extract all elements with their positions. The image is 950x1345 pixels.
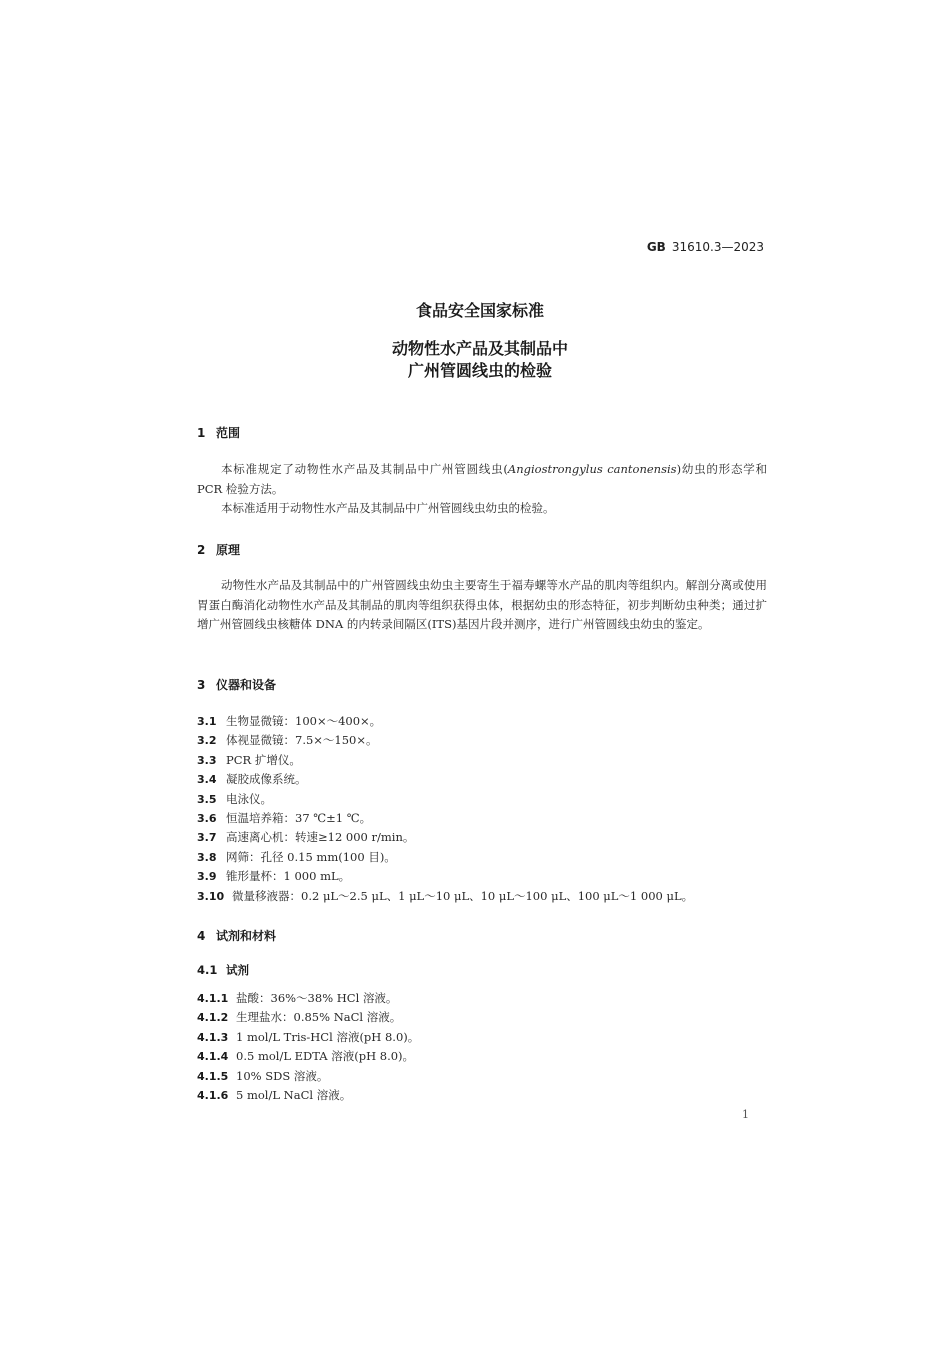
- section-4-heading: [197, 927, 276, 944]
- subsection-4-1-number: 4.1: [197, 963, 218, 977]
- list-item: 4.1.6 5 mol/L NaCl 溶液。: [197, 1088, 352, 1102]
- section-3-title: 仪器和设备: [216, 678, 277, 692]
- list-item: 4.1.2 生理盐水：0.85% NaCl 溶液。: [197, 1010, 402, 1025]
- section-2-heading: [197, 541, 240, 558]
- section-2-title: 原理: [216, 543, 241, 557]
- section-1-title: 范围: [216, 426, 241, 440]
- list-item: 4.1.3 1 mol/L Tris-HCl 溶液(pH 8.0)。: [197, 1029, 420, 1044]
- document-title: [0, 300, 950, 382]
- standard-number: 31610.3—2023: [671, 240, 764, 254]
- section-1-heading: [197, 424, 240, 441]
- list-item: 4.1.4 0.5 mol/L EDTA 溶液(pH 8.0)。: [197, 1049, 415, 1064]
- species-latin-name: Angiostrongylus cantonensis: [507, 462, 677, 476]
- section-1-number: 1: [197, 426, 206, 440]
- list-item: 4.1.5 10% SDS 溶液。: [197, 1068, 329, 1083]
- subsection-4-1-title: 试剂: [226, 963, 249, 977]
- list-item: 4.1.1 盐酸：36%～38% HCl 溶液。: [197, 991, 398, 1005]
- standard-code: [647, 240, 764, 254]
- title-line-3: 广州管圆线虫的检验: [407, 361, 552, 380]
- list-item: 3.2 体视显微镜：7.5×～150×。: [197, 733, 378, 748]
- section-4-title: 试剂和材料: [216, 929, 277, 943]
- section-3-number: 3: [197, 678, 206, 692]
- section-1-paragraph-2: 本标准适用于动物性水产品及其制品中广州管圆线虫幼虫的检验。: [221, 501, 555, 515]
- standard-prefix: GB: [646, 240, 666, 254]
- subsection-4-1-heading: [197, 962, 249, 978]
- list-item: 3.4 凝胶成像系统。: [197, 772, 307, 787]
- list-item: 3.8 网筛：孔径 0.15 mm(100 目)。: [197, 849, 396, 864]
- title-line-2: 动物性水产品及其制品中: [391, 339, 568, 358]
- page-number: 1: [742, 1108, 749, 1121]
- section-2-paragraph: 动物性水产品及其制品中的广州管圆线虫幼虫主要寄生于福寿螺等水产品的肌肉等组织内。解剖分离或使用胃蛋白酶消化动物性水产品及其制品的肌肉等组织获得虫体，根据幼虫的形态特征，初步判断幼虫种类；通过扩增广州管圆线虫核糖体 DNA 的内转录间隔区(ITS)基因片段并测序，进行广州管圆线虫幼虫的鉴定。: [197, 578, 767, 631]
- list-item: 3.7 高速离心机：转速≥12 000 r/min。: [197, 830, 415, 845]
- section-2-number: 2: [197, 543, 206, 557]
- list-item: 3.6 恒温培养箱：37 ℃±1 ℃。: [197, 811, 372, 825]
- list-item: 3.1 生物显微镜：100×～400×。: [197, 714, 382, 728]
- section-3-heading: [197, 676, 276, 693]
- section-1-paragraph-1: 本标准规定了动物性水产品及其制品中广州管圆线虫(Angiostrongylus cantonensis)幼虫的形态学和 PCR 检验方法。: [197, 462, 767, 496]
- list-item: 3.10 微量移液器：0.2 μL～2.5 μL、1 μL～10 μL、10 μL～100 μL、100 μL～1 000 μL。: [197, 888, 694, 903]
- title-line-1: 食品安全国家标准: [415, 301, 544, 320]
- section-4-number: 4: [197, 929, 206, 943]
- list-item: 3.9 锥形量杯：1 000 mL。: [197, 869, 351, 884]
- list-item: 3.5 电泳仪。: [197, 791, 272, 806]
- list-item: 3.3 PCR 扩增仪。: [197, 752, 301, 767]
